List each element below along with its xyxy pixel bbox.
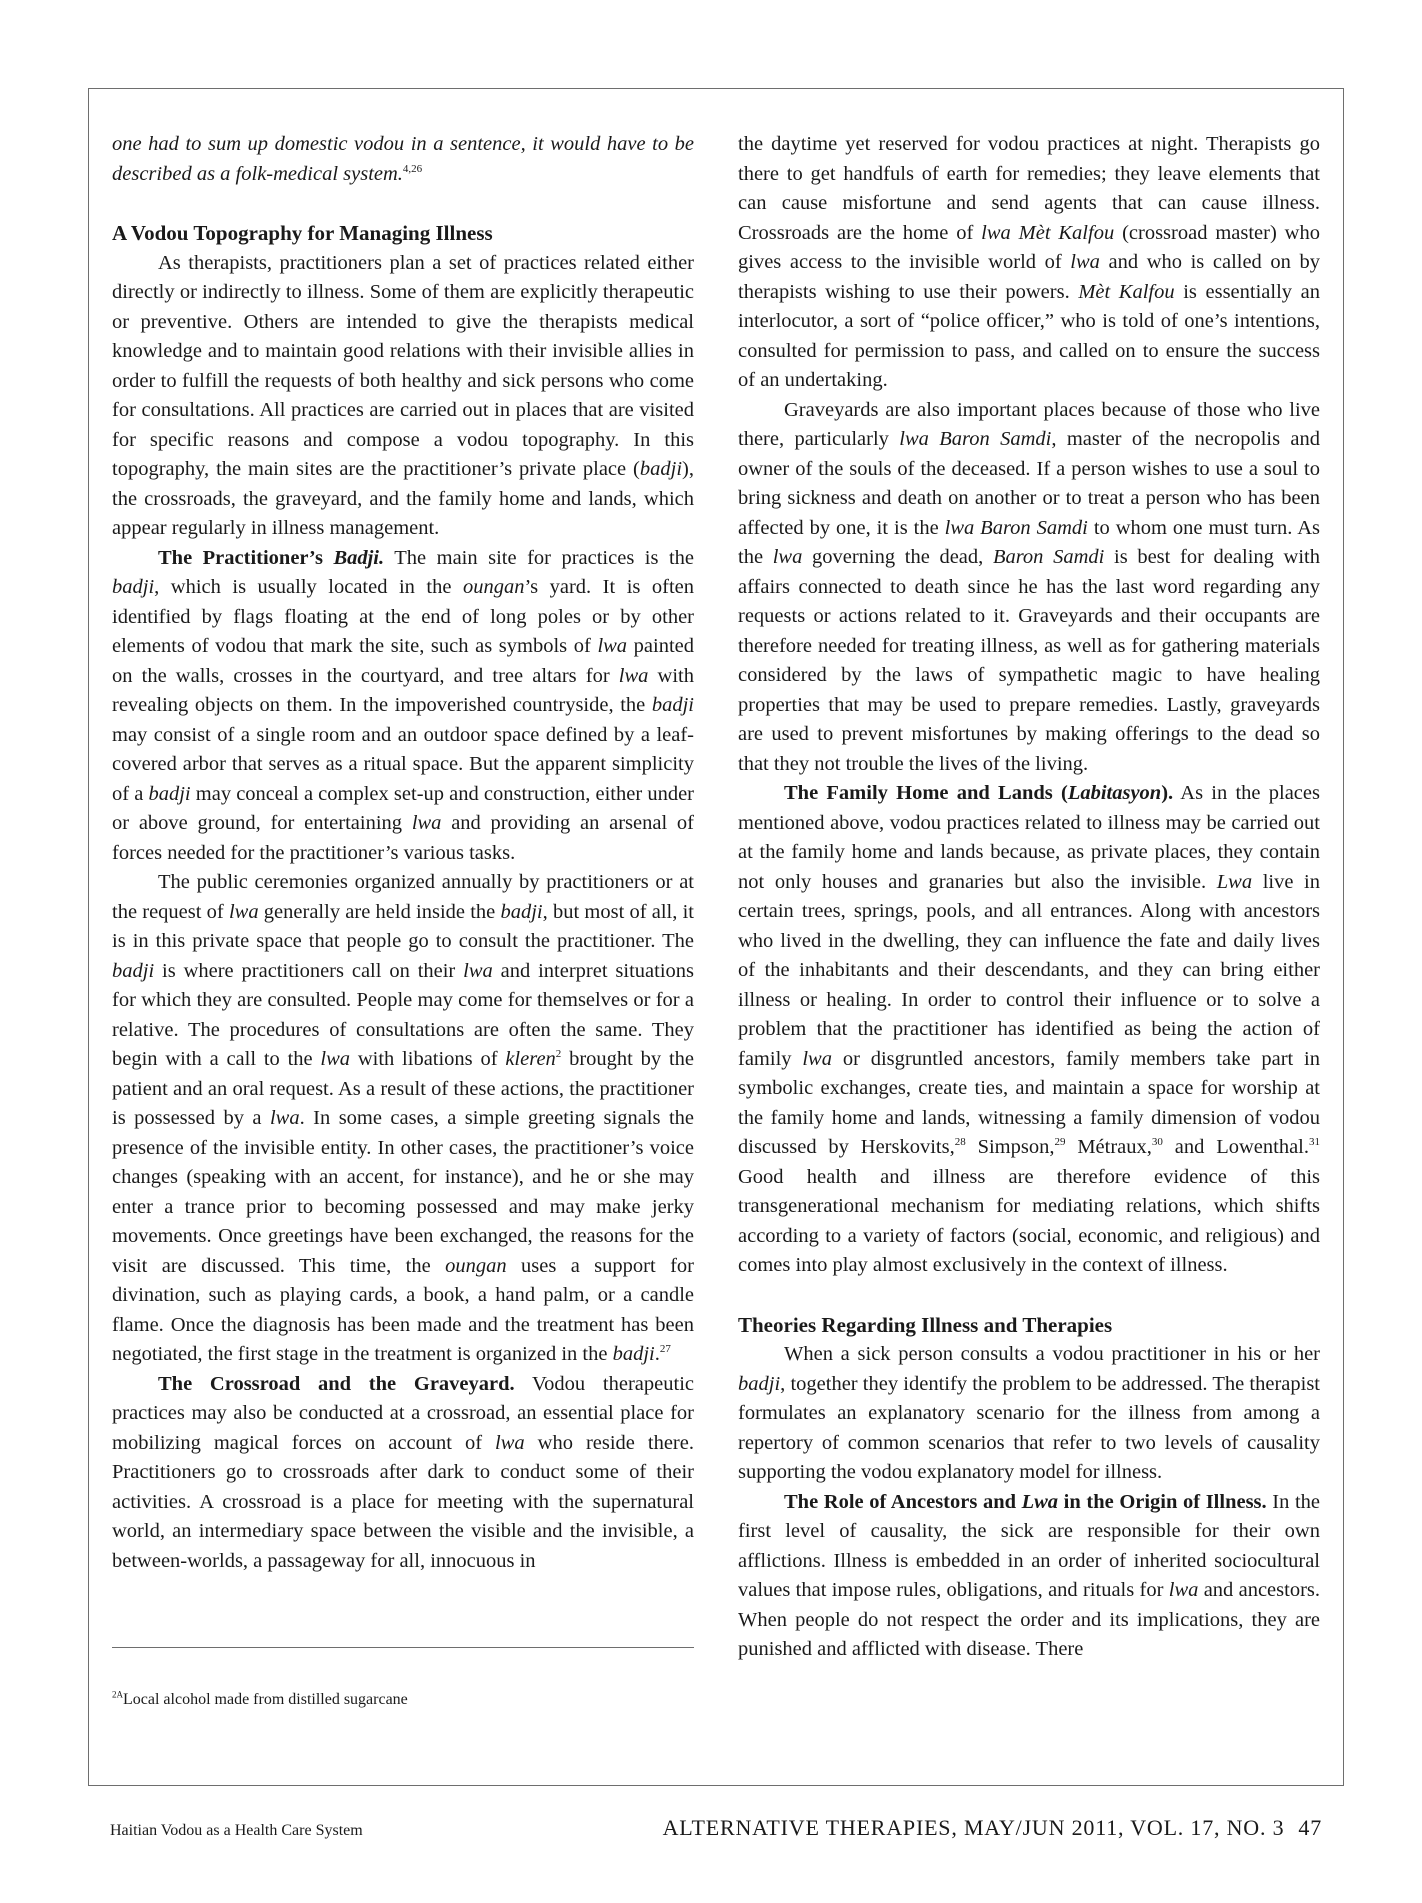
paragraph-continuation: one had to sum up domestic vodou in a sentence, it would have to be described as a folk-medical system.$^{4,26}$ — [112, 133, 694, 185]
section-heading: A Vodou Topography for Managing Illness — [112, 221, 493, 245]
paragraph: When a sick person consults a vodou practitioner in his or her badji, together they identify the problem to be addressed. The therapist formulates an explanatory scenario for the illness from among a repertory of common scenarios that refer to two levels of causality supporting the vodou explanatory model for illness. — [738, 1343, 1320, 1483]
page-number: 47 — [1298, 1815, 1322, 1840]
subsection-heading: The Crossroad and the Graveyard. — [158, 1372, 515, 1395]
subsection-heading: The Practitioner’s Badji. — [158, 546, 385, 569]
paragraph: The Family Home and Lands (Labitasyon). As in the places mentioned above, vodou practices related to illness may be carried out at the family home and lands because, as private places, they contain not only houses and granaries but also the invisible. Lwa live in certain trees, springs, pools, and all entrances. Along with ancestors who lived in the dwelling, they can influence the fate and daily lives of the inhabitants and their descendants, and they can bring either illness or healing. In order to control their influence or to solve a problem that the practitioner has identified as being the action of family lwa or disgruntled ancestors, family members take part in symbolic exchanges, create ties, and maintain a space for worship at the family home and lands, witnessing a family dimension of vodou discussed by Herskovits,$^{28}$ Simpson,$^{29}$ Métraux,$^{30}$ and Lowenthal.$^{31}$ Good health and illness are therefore evidence of this transgenerational mechanism for mediating relations, which shifts according to a variety of factors (social, economic, and religious) and comes into play almost exclusively in the context of illness. — [738, 782, 1321, 1276]
subsection-heading: The Family Home and Lands (Labitasyon). — [784, 782, 1174, 804]
paragraph-continuation: the daytime yet reserved for vodou practices at night. Therapists go there to get handfuls of earth for remedies; they leave elements that can cause misfortune and send agents that can cause illness. Crossroads are the home of lwa Mèt Kalfou (crossroad master) who gives access to the invisible world of lwa and who is called on by therapists wishing to use their powers. Mèt Kalfou is essentially an interlocutor, a sort of “police officer,” who is told of one’s intentions, consulted for permission to pass, and called on to ensure the success of an undertaking. — [738, 133, 1320, 391]
paragraph: The Role of Ancestors and Lwa in the Origin of Illness. In the first level of causality, the sick are responsible for their own afflictions. Illness is embedded in an order of inherited sociocultural values that impose rules, obligations, and rituals for lwa and ancestors. When people do not respect the order and its implications, they are punished and afflicted with disease. There — [738, 1490, 1321, 1660]
section-heading: Theories Regarding Illness and Therapies — [738, 1312, 1113, 1337]
subsection-heading: The Role of Ancestors and Lwa in the Origin of Illness. — [784, 1490, 1267, 1513]
running-title: Haitian Vodou as a Health Care System — [110, 1822, 363, 1839]
journal-citation: ALTERNATIVE THERAPIES, MAY/JUN 2011, VOL. 17, NO. 3 — [662, 1815, 1285, 1840]
right-column — [738, 130, 1320, 1665]
footnote-rule — [112, 1647, 694, 1648]
paragraph: The Practitioner’s Badji. The main site for practices is the badji, which is usually located in the oungan’s yard. It is often identified by flags floating at the end of long poles or by other elements of vodou that mark the site, such as symbols of lwa painted on the walls, crosses in the courtyard, and tree altars for lwa with revealing objects on them. In the impoverished countryside, the badji may consist of a single room and an outdoor space defined by a leaf-covered arbor that serves as a ritual space. But the apparent simplicity of a badji may conceal a complex set-up and construction, either under or above ground, for entertaining lwa and providing an arsenal of forces needed for the practitioner’s various tasks. — [112, 546, 695, 864]
paragraph: The Crossroad and the Graveyard. Vodou therapeutic practices may also be conducted at a crossroad, an essential place for mobilizing magical forces on account of lwa who reside there. Practitioners go to crossroads after dark to conduct some of their activities. A crossroad is a place for meeting with the supernatural world, an intermediary space between the visible and the invisible, a between-worlds, a passageway for all, innocuous in — [112, 1372, 694, 1572]
journal-footer — [663, 1815, 1322, 1841]
paragraph: The public ceremonies organized annually by practitioners or at the request of lwa generally are held inside the badji, but most of all, it is in this private space that people go to consult the practitioner. The badji is where practitioners call on their lwa and interpret situations for which they are consulted. People may come for themselves or for a relative. The procedures of consultations are often the same. They begin with a call to the lwa with libations of kleren$^2$ brought by the patient and an oral request. As a result of these actions, the practitioner is possessed by a lwa. In some cases, a simple greeting signals the presence of the invisible entity. In other cases, the practitioner’s voice changes (speaking with an accent, for instance), and he or she may enter a trance prior to becoming possessed and may make jerky movements. Once greetings have been exchanged, the reasons for the visit are discussed. This time, the oungan uses a support for divination, such as playing cards, a book, a hand palm, or a candle flame. Once the diagnosis has been made and the treatment has been negotiated, the first stage in the treatment is organized in the badji.$^{27}$ — [112, 871, 695, 1365]
paragraph: As therapists, practitioners plan a set of practices related either directly or indirectly to illness. Some of them are explicitly therapeutic or preventive. Others are intended to give the therapists medical knowledge and to maintain good relations with their invisible allies in order to fulfill the requests of both healthy and sick persons who come for consultations. All practices are carried out in places that are visited for specific reasons and compose a vodou topography. In this topography, the main sites are the practitioner’s private place (badji), the crossroads, the graveyard, and the family home and lands, which appear regularly in illness management. — [112, 251, 694, 539]
paragraph: Graveyards are also important places because of those who live there, particularly lwa Baron Samdi, master of the necropolis and owner of the souls of the deceased. If a person wishes to use a soul to bring sickness and death on another or to treat a person who has been affected by one, it is the lwa Baron Samdi to whom one must turn. As the lwa governing the dead, Baron Samdi is best for dealing with affairs connected to death since he has the last word regarding any requests or actions related to it. Graveyards and their occupants are therefore needed for treating illness, as well as for gathering materials considered by the laws of sympathetic magic to have healing properties that may be used to prepare remedies. Lastly, graveyards are used to prevent misfortunes by making offerings to the dead so that they not trouble the lives of the living. — [738, 398, 1321, 775]
left-column — [112, 130, 694, 1576]
footnote: $^{2A}$Local alcohol made from distilled sugarcane — [112, 1689, 408, 1708]
